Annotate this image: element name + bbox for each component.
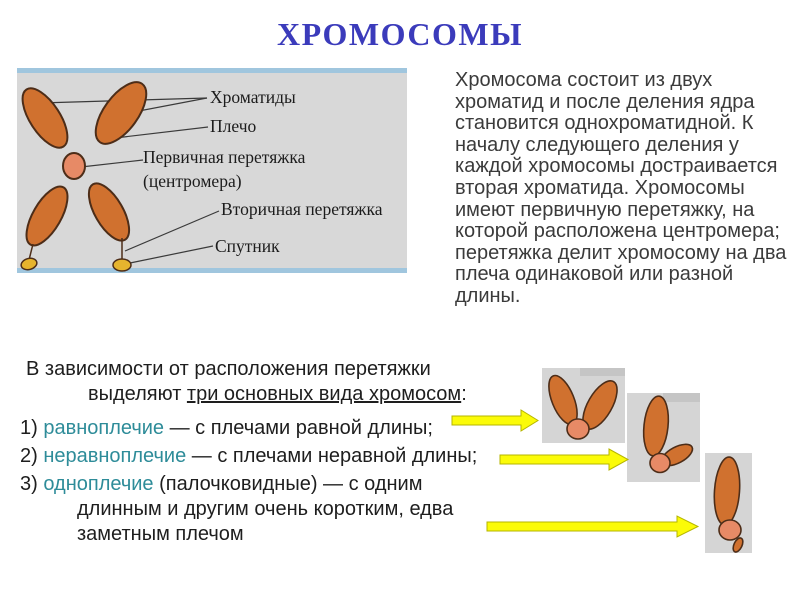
- image-unequal-armed-chromosome: [627, 393, 700, 482]
- yellow-arrow-unequal-armed: [500, 449, 628, 470]
- intro-suffix: :: [461, 383, 467, 405]
- classification-intro-line1: В зависимости от расположения перетяжки: [26, 358, 431, 380]
- label-centromere: (центромера): [143, 171, 242, 191]
- classification-intro-line2: [20, 382, 506, 407]
- classification-block: [20, 357, 506, 550]
- chromosome-type-list: [20, 416, 506, 547]
- item-number: 3): [20, 473, 44, 495]
- item-text: — с плечами равной длины;: [164, 417, 433, 439]
- label-satellite: Спутник: [215, 236, 280, 256]
- item-text: (палочковидные) — с одним длинным и другим очень коротким, едва заметным плечом: [77, 473, 454, 545]
- page-title: ХРОМОСОМЫ: [277, 16, 523, 52]
- item-number: 2): [20, 445, 44, 467]
- label-primary-constriction: Первичная перетяжка: [143, 147, 306, 167]
- intro-underlined-phrase: три основных вида хромосом: [186, 383, 462, 405]
- item-term: равноплечие: [43, 417, 165, 439]
- unequal-armed-chromosome-drawing: [627, 393, 700, 482]
- chromosome-structure-diagram: [17, 68, 407, 273]
- label-arm: Плечо: [210, 116, 257, 136]
- description-paragraph: Хромосома состоит из двух хроматид и после деления ядра становится однохроматидной. К началу следующего деления у каждой хромосомы достраивается вторая хроматида. Хромосомы имеют первичную перетяжку, на которой расположена центромера; перетяжка делит хромосому на два плеча одинаковой или разной длины.: [455, 69, 787, 307]
- list-item-submetacentric: [20, 444, 506, 469]
- image-equal-armed-chromosome: [542, 368, 625, 443]
- yellow-arrow-rod-shaped: [487, 516, 698, 537]
- list-item-metacentric: [20, 416, 506, 441]
- list-item-acrocentric: [20, 472, 506, 547]
- item-number: 1): [20, 417, 44, 439]
- image-rod-shaped-chromosome: [705, 453, 752, 553]
- intro-prefix: выделяют: [88, 383, 187, 405]
- label-secondary-constriction: Вторичная перетяжка: [221, 199, 383, 219]
- rod-shaped-chromosome-drawing: [705, 453, 752, 553]
- item-text: — с плечами неравной длины;: [186, 445, 478, 467]
- item-term: одноплечие: [43, 473, 154, 495]
- equal-armed-chromosome-drawing: [542, 368, 625, 443]
- label-chromatids: Хроматиды: [210, 87, 296, 107]
- item-term: неравноплечие: [43, 445, 187, 467]
